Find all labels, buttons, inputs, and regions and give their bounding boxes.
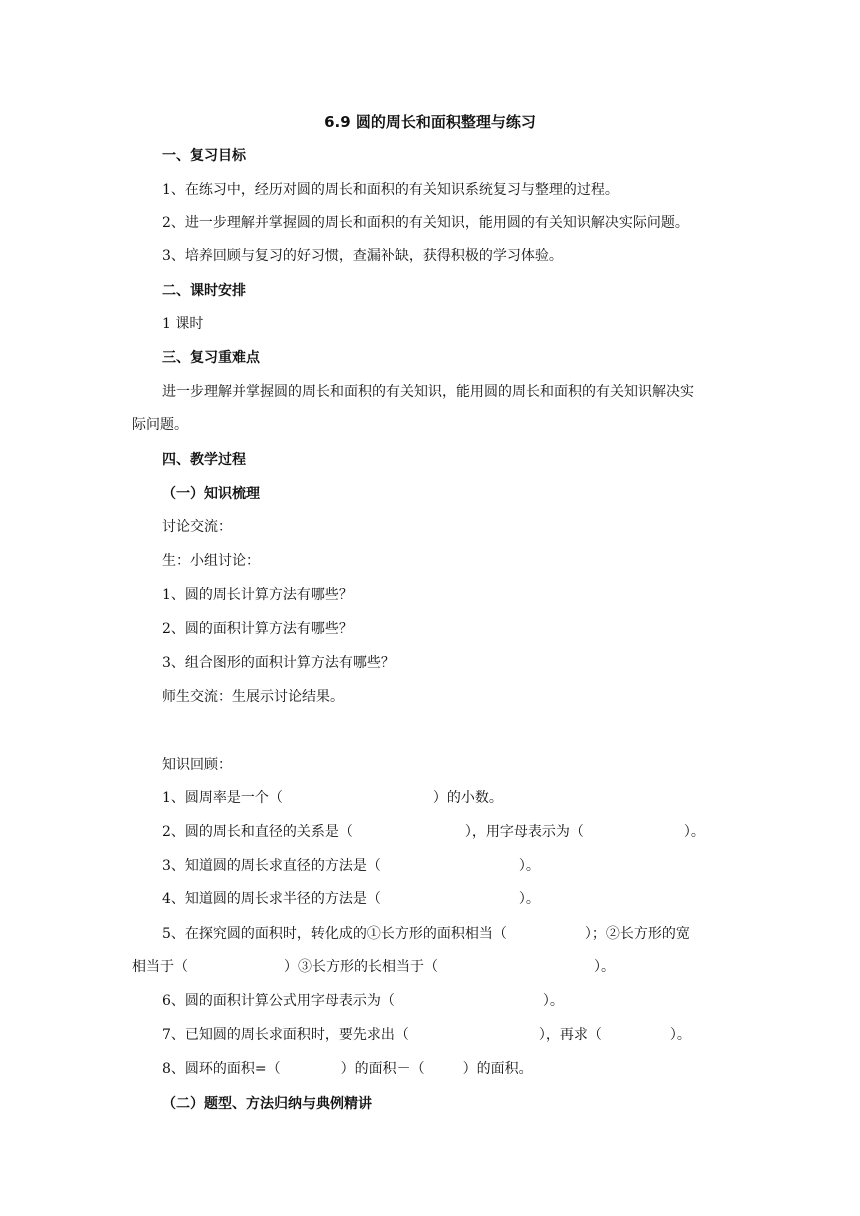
review-text: 2、圆的周长和直径的关系是（ xyxy=(162,824,353,840)
review-text: 4、知道圆的周长求半径的方法是（ xyxy=(162,891,381,907)
review-heading: 知识回顾： xyxy=(162,757,232,773)
review-item xyxy=(162,822,705,842)
review-text: ），再求（ xyxy=(538,1027,602,1043)
question-item: 3、组合图形的面积计算方法有哪些？ xyxy=(162,655,395,671)
review-text: 8、圆环的面积=（ xyxy=(162,1061,281,1077)
question-item: 1、圆的周长计算方法有哪些？ xyxy=(162,587,353,603)
section-heading-key-points: 三、复习重难点 xyxy=(162,350,260,366)
subsection-heading-methods: （二）题型、方法归纳与典例精讲 xyxy=(162,1096,372,1112)
review-text: 3、知道圆的周长求直径的方法是（ xyxy=(162,858,381,874)
review-item xyxy=(162,991,564,1011)
question-item: 2、圆的面积计算方法有哪些？ xyxy=(162,621,353,637)
review-text: ）。 xyxy=(594,959,615,975)
review-text: ）。 xyxy=(542,993,564,1009)
review-text: ）。 xyxy=(518,891,540,907)
section-heading-goals: 一、复习目标 xyxy=(162,148,246,164)
section-heading-process: 四、教学过程 xyxy=(162,452,246,468)
schedule-text: 1 课时 xyxy=(162,316,204,332)
review-text: ）的小数。 xyxy=(432,790,503,806)
key-points-text: 进一步理解并掌握圆的周长和面积的有关知识，能用圆的周长和面积的有关知识解决实 xyxy=(162,384,694,400)
review-text: 1、圆周率是一个（ xyxy=(162,790,283,806)
review-item xyxy=(162,1025,691,1045)
review-item xyxy=(162,788,503,808)
key-points-text: 际问题。 xyxy=(132,417,188,433)
review-text: ）③长方形的长相当于（ xyxy=(284,959,438,975)
review-text: 7、已知圆的周长求面积时，要先求出（ xyxy=(162,1027,409,1043)
review-text: ）。 xyxy=(669,1027,691,1043)
goal-item: 1、在练习中，经历对圆的周长和面积的有关知识系统复习与整理的过程。 xyxy=(162,182,619,198)
review-item xyxy=(162,1059,533,1079)
review-text: 5、在探究圆的面积时，转化成的①长方形的面积相当（ xyxy=(162,926,507,942)
review-text: ）；②长方形的宽 xyxy=(584,926,690,942)
review-item xyxy=(162,924,690,944)
goal-item: 2、进一步理解并掌握圆的周长和面积的有关知识，能用圆的有关知识解决实际问题。 xyxy=(162,215,689,231)
review-text: ）的面积－（ xyxy=(340,1061,425,1077)
review-text: ），用字母表示为（ xyxy=(464,824,584,840)
review-item xyxy=(162,889,540,909)
goal-item: 3、培养回顾与复习的好习惯，查漏补缺，获得积极的学习体验。 xyxy=(162,248,563,264)
review-item xyxy=(162,856,540,876)
page-title: 6.9 圆的周长和面积整理与练习 xyxy=(324,113,536,131)
review-text: ）。 xyxy=(683,824,705,840)
student-label: 生：小组讨论： xyxy=(162,553,260,569)
discussion-label: 讨论交流： xyxy=(162,519,232,535)
section-heading-schedule: 二、课时安排 xyxy=(162,283,246,299)
review-text: ）的面积。 xyxy=(462,1061,533,1077)
subsection-heading-knowledge: （一）知识梳理 xyxy=(162,486,260,502)
exchange-text: 师生交流：生展示讨论结果。 xyxy=(162,689,344,705)
review-text: 6、圆的面积计算公式用字母表示为（ xyxy=(162,993,395,1009)
review-text: 相当于（ xyxy=(132,959,188,975)
review-text: ）。 xyxy=(518,858,540,874)
review-item xyxy=(132,957,615,977)
